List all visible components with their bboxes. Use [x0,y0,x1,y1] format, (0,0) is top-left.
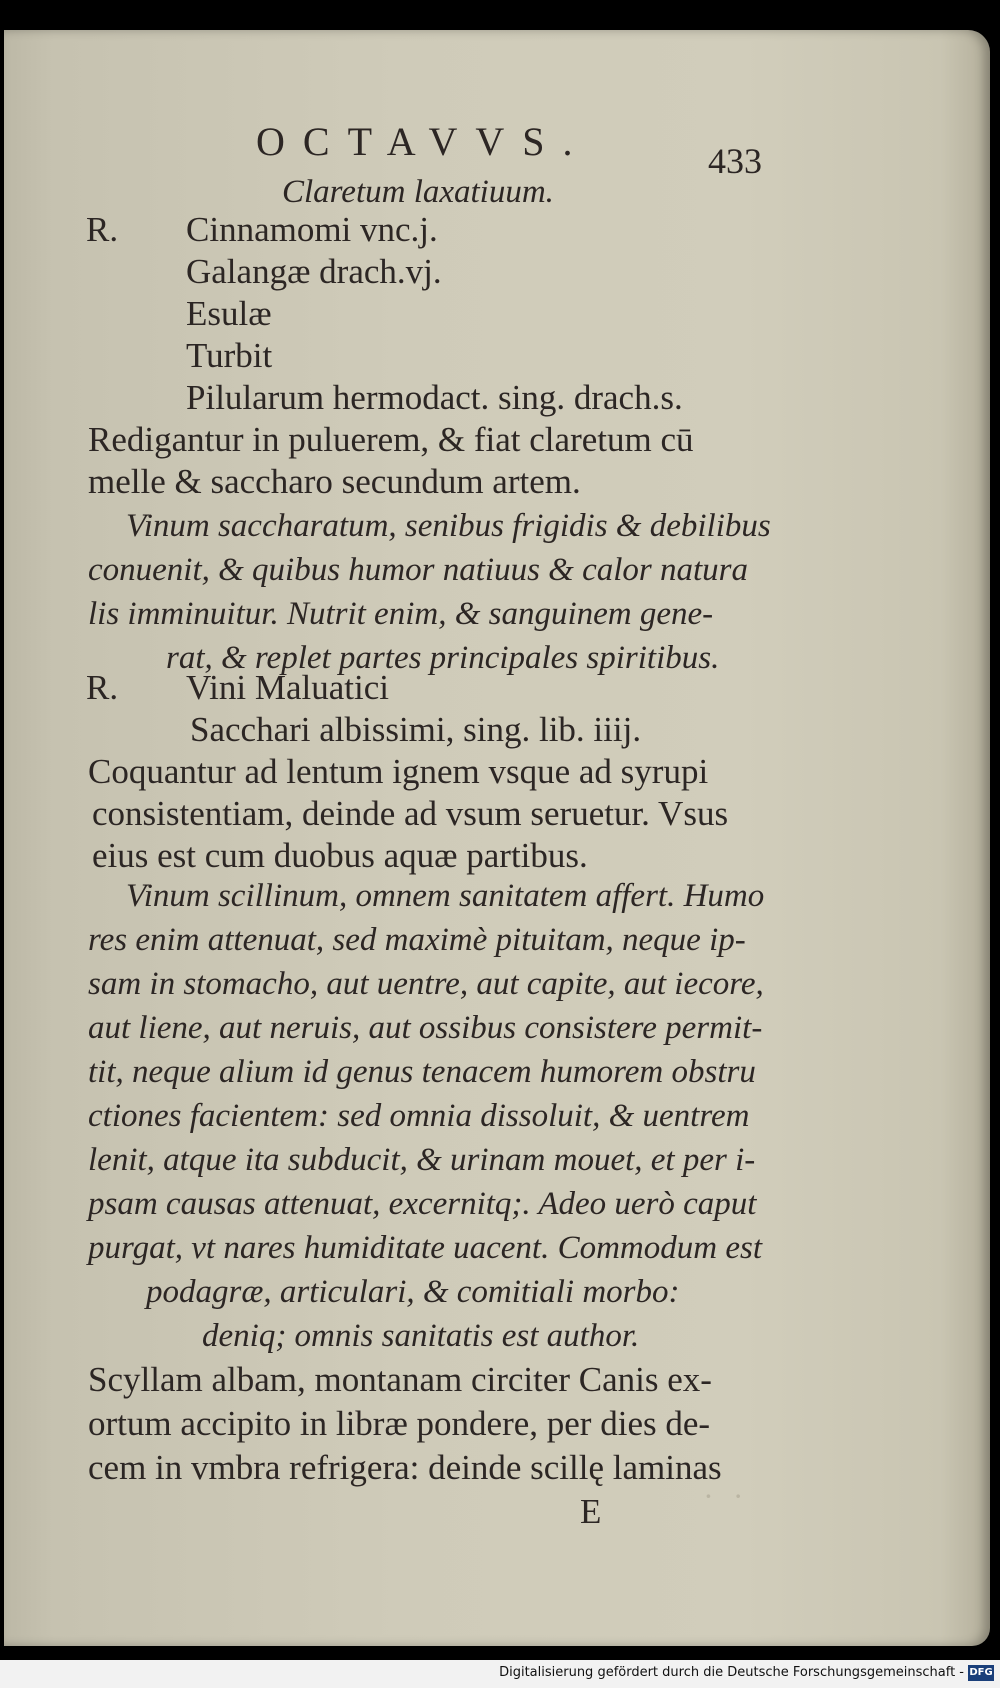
commentary-line: psam causas attenuat, excernitq;. Adeo uerò caput [88,1186,757,1222]
commentary-line: lenit, atque ita subducit, & urinam mouet, et per i- [88,1142,756,1178]
direction-line: Coquantur ad lentum ignem vsque ad syrupi [88,752,709,791]
commentary-line: Vinum saccharatum, senibus frigidis & debilibus [126,508,771,544]
commentary-line: res enim attenuat, sed maximè pituitam, neque ip- [88,922,746,958]
footer-bar [0,1660,1000,1688]
ingredient-line: Galangæ drach.vj. [186,252,442,291]
commentary-line: lis imminuitur. Nutrit enim, & sanguinem gene- [88,596,714,632]
commentary-line: aut liene, aut neruis, aut ossibus consistere permit- [88,1010,763,1046]
commentary-line: conuenit, & quibus humor natiuus & calor natura [88,552,748,588]
direction-line: consistentiam, deinde ad vsum seruetur. Vsus [92,794,729,833]
commentary-line: tit, neque alium id genus tenacem humorem obstru [88,1054,756,1090]
footer-credit: Digitalisierung gefördert durch die Deutsche Forschungsgemeinschaft - [499,1665,964,1680]
commentary-line: ctiones facientem: sed omnia dissoluit, & uentrem [88,1098,750,1134]
direction-line: Redigantur in puluerem, & fiat claretum cū [88,420,694,459]
commentary-line: podagræ, articulari, & comitiali morbo: [146,1274,680,1310]
commentary-line: rat, & replet partes principales spiritibus. [166,640,720,676]
body-line: ortum accipito in libræ pondere, per dies de- [88,1404,711,1443]
page-number: 433 [708,141,762,181]
dfg-logo: DFG [968,1665,994,1681]
recipe-mark: R. [86,668,119,707]
ingredient-line: Pilularum hermodact. sing. drach.s. [186,378,683,417]
bleed-through-mark: · · [704,1480,749,1513]
commentary-line: sam in stomacho, aut uentre, aut capite, aut iecore, [88,966,764,1002]
ingredient-line: Sacchari albissimi, sing. lib. iiij. [190,710,642,749]
body-line: cem in vmbra refrigera: deinde scillę laminas [88,1448,722,1487]
body-line: Scyllam albam, montanam circiter Canis ex- [88,1360,712,1399]
commentary-line: deniq; omnis sanitatis est author. [202,1318,640,1354]
recipe-mark: R. [86,210,119,249]
ingredient-line: Vini Maluatici [186,668,389,707]
direction-line: eius est cum duobus aquæ partibus. [92,836,588,875]
running-head: OCTAVVS. [256,119,591,164]
commentary-line: purgat, vt nares humiditate uacent. Commodum est [88,1230,762,1266]
ingredient-line: Turbit [186,336,273,375]
commentary-line: Vinum scillinum, omnem sanitatem affert. Humo [126,878,765,914]
signature-mark: E [580,1492,602,1531]
recipe-title: Claretum laxatiuum. [282,174,554,210]
ingredient-line: Cinnamomi vnc.j. [186,210,438,249]
direction-line: melle & saccharo secundum artem. [88,462,581,501]
ingredient-line: Esulæ [186,294,272,333]
